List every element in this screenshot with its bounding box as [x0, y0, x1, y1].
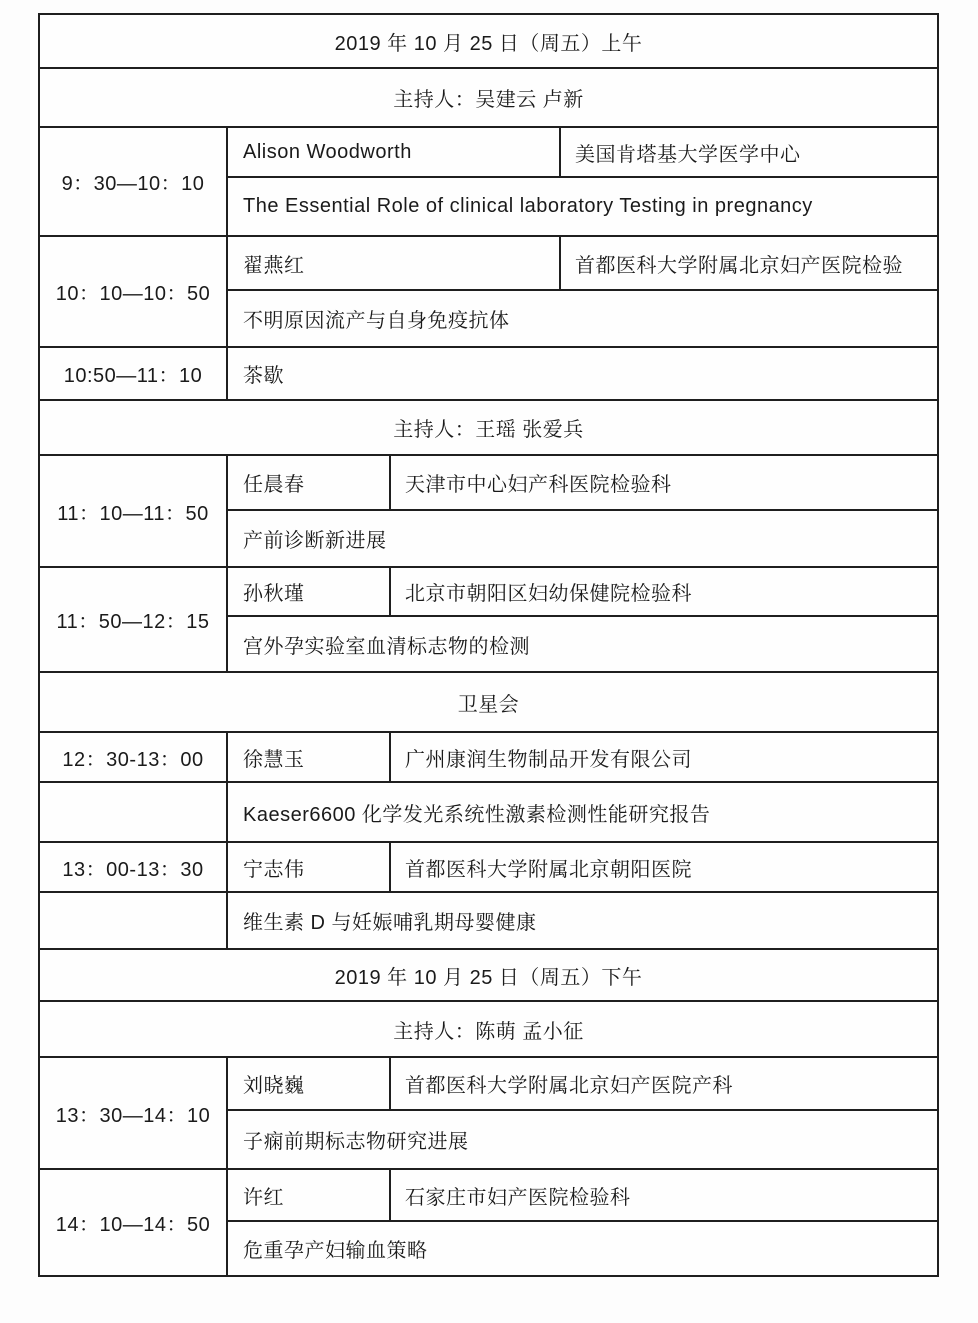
speaker-cell: 任晨春	[228, 456, 391, 509]
talk-title-cell: 危重孕产妇输血策略	[243, 1240, 428, 1262]
speaker-cell: 宁志伟	[228, 843, 391, 891]
affiliation-cell: 首都医科大学附属北京妇产医院检验	[575, 254, 903, 277]
time-cell-empty	[40, 783, 228, 841]
affiliation-cell: 首都医科大学附属北京妇产医院产科	[405, 1075, 733, 1097]
session-row	[40, 235, 937, 346]
speaker-row	[40, 841, 937, 891]
speaker-row	[40, 731, 937, 781]
talk-title-cell: 维生素 D 与妊娠哺乳期母婴健康	[243, 912, 537, 934]
section-header-afternoon	[40, 948, 937, 1000]
session-row	[40, 126, 937, 235]
chair-row-2	[40, 399, 937, 454]
speaker-cell: 刘晓巍	[228, 1058, 391, 1109]
time-cell: 9：30—10：10	[40, 128, 228, 235]
speaker-cell: 徐慧玉	[228, 733, 391, 781]
section-header-morning	[40, 15, 937, 67]
break-label: 茶歇	[243, 365, 284, 387]
section-header-text: 2019 年 10 月 25 日（周五）上午	[334, 32, 643, 55]
chair-names: 主持人：吴建云 卢新	[393, 89, 584, 111]
satellite-session-banner	[40, 671, 937, 731]
affiliation-cell: 美国肯塔基大学医学中心	[575, 143, 801, 166]
talk-title-cell: The Essential Role of clinical laboratory Testing in pregnancy	[243, 195, 813, 217]
affiliation-cell: 石家庄市妇产医院检验科	[405, 1186, 631, 1209]
chair-names: 主持人：王瑶 张爱兵	[393, 419, 584, 441]
time-cell: 14：10—14：50	[40, 1170, 228, 1275]
talk-title-cell: 不明原因流产与自身免疫抗体	[243, 310, 510, 332]
speaker-cell: Alison Woodworth	[228, 128, 561, 176]
talk-title-row	[40, 891, 937, 948]
session-row	[40, 1168, 937, 1275]
time-cell: 13：00-13：30	[40, 843, 228, 891]
time-cell: 12：30-13：00	[40, 733, 228, 781]
talk-title-cell: Kaeser6600 化学发光系统性激素检测性能研究报告	[243, 803, 711, 826]
affiliation-cell: 北京市朝阳区妇幼保健院检验科	[405, 583, 692, 605]
affiliation-cell: 天津市中心妇产科医院检验科	[405, 474, 672, 496]
time-cell: 11：10—11：50	[40, 456, 228, 566]
chair-row-3	[40, 1000, 937, 1056]
talk-title-cell: 子痫前期标志物研究进展	[243, 1131, 469, 1153]
section-header-text: 2019 年 10 月 25 日（周五）下午	[334, 966, 643, 989]
talk-title-cell: 产前诊断新进展	[243, 530, 387, 552]
speaker-cell: 许红	[228, 1170, 391, 1220]
time-cell-empty	[40, 893, 228, 948]
banner-text: 卫星会	[457, 693, 520, 716]
time-cell: 10：10—10：50	[40, 237, 228, 346]
session-row	[40, 566, 937, 671]
time-cell: 10:50—11：10	[40, 348, 228, 399]
affiliation-cell: 首都医科大学附属北京朝阳医院	[405, 858, 692, 881]
session-row	[40, 1056, 937, 1168]
speaker-cell: 翟燕红	[228, 237, 561, 289]
talk-title-row	[40, 781, 937, 841]
chair-row-1	[40, 67, 937, 126]
affiliation-cell: 广州康润生物制品开发有限公司	[405, 748, 692, 771]
tea-break-row	[40, 346, 937, 399]
time-cell: 11：50—12：15	[40, 568, 228, 671]
talk-title-cell: 宫外孕实验室血清标志物的检测	[243, 635, 530, 658]
time-cell: 13：30—14：10	[40, 1058, 228, 1168]
conference-schedule-table	[38, 13, 939, 1277]
chair-names: 主持人：陈萌 孟小征	[393, 1020, 584, 1043]
session-row	[40, 454, 937, 566]
speaker-cell: 孙秋瑾	[228, 568, 391, 615]
